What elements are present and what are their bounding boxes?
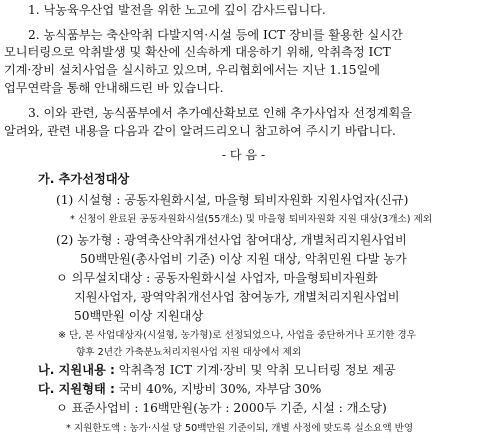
text-line: ※ 단, 본 사업대상자(시설형, 농가형)로 선정되었으나, 사업을 중단하거나 포기한 경우 — [58, 330, 416, 341]
text-line: 2. 농식품부는 축산악취 다발지역·시설 등에 ICT 장비를 활용한 실시간 — [28, 28, 403, 42]
section-da — [38, 382, 321, 397]
text-line: 50백만원(총사업비 기준) 이상 지원 대상, 악취민원 다발 농가 — [80, 252, 407, 266]
text-line: 모니터링으로 악취발생 및 확산에 신속하게 대응하기 위해, 악취측정 ICT — [4, 45, 391, 59]
text-line: ㅇ 의무설치대상 : 공동자원화시설 사업자, 마을형퇴비자원화 — [56, 271, 378, 285]
standard-cost: ㅇ 표준사업비 : 16백만원(농가 : 2000두 기준, 시설 : 개소당) — [56, 401, 387, 415]
text-line: 향후 2년간 가축분뇨처리지원사업 지원 대상에서 제외 — [76, 347, 302, 358]
section-na — [38, 363, 396, 378]
section-na-text: 악취측정 ICT 기계·장비 및 악취 모니터링 정보 제공 — [118, 363, 396, 377]
section-divider-label: - 다 음 - — [221, 148, 266, 162]
text-line: 알려와, 관련 내용을 다음과 같이 알려드리오니 참고하여 주시기 바랍니다. — [4, 124, 396, 138]
text-line: 50백만원 이상 지원대상 — [74, 309, 204, 323]
footnote-facility: * 신청이 완료된 공동자원화시설(55개소) 및 마을형 퇴비자원화 지원 대상(3개소) 제외 — [70, 214, 433, 225]
text-line: 업무연락을 통해 안내해드린 바 있습니다. — [4, 81, 224, 95]
footnote-limit: * 지원한도액 : 농가·시설 당 50백만원 기준이되, 개별 사정에 맞도록 실소요액 반영 — [66, 423, 414, 434]
section-heading-ga: 가. 추가선정대상 — [38, 172, 130, 186]
section-heading-da: 다. 지원형태 : — [38, 382, 115, 396]
section-da-text: 국비 40%, 지방비 30%, 자부담 30% — [118, 382, 322, 396]
text-line: 지원사업자, 광역악취개선사업 참여농가, 개별처리지원사업비 — [74, 290, 400, 304]
text-line: 1. 낙농육우산업 발전을 위한 노고에 깊이 감사드립니다. — [28, 3, 326, 17]
text-line: 기계·장비 설치사업을 실시하고 있으며, 우리협회에서는 지난 1.15일에 — [4, 63, 381, 77]
section-heading-na: 나. 지원내용 : — [38, 363, 115, 377]
text-line: (2) 농가형 : 광역축산악취개선사업 참여대상, 개별처리지원사업비 — [56, 233, 407, 247]
list-item-facility: (1) 시설형 : 공동자원화시설, 마을형 퇴비자원화 지원사업자(신규) — [56, 193, 409, 207]
text-line: 3. 이와 관련, 농식품부에서 추가예산확보로 인해 추가사업자 선정계획을 — [28, 106, 413, 120]
